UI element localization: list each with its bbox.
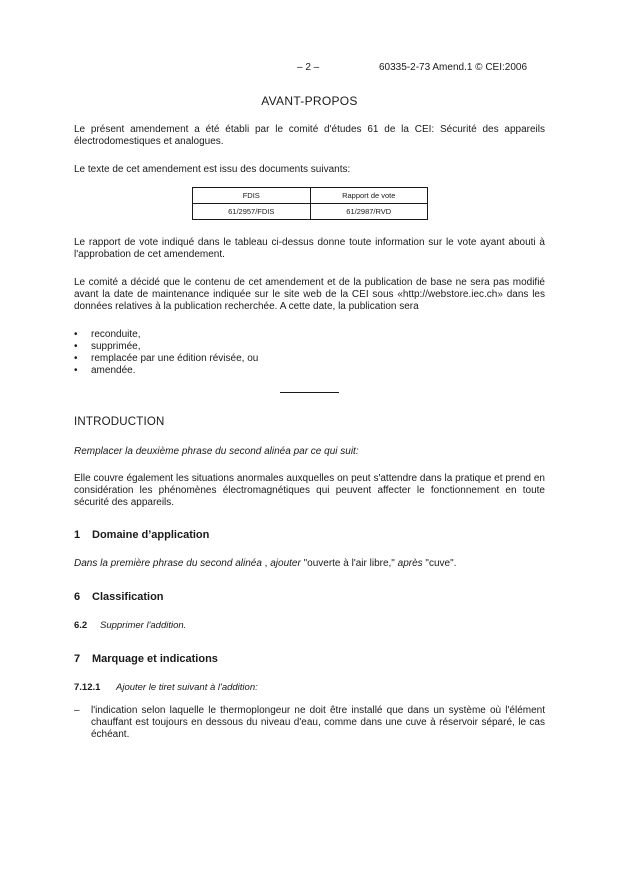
table-header-row [193, 188, 428, 204]
dash-item [74, 705, 545, 741]
instruction-part: Dans la première phrase du second alinéa [74, 558, 262, 569]
section-divider [280, 392, 339, 393]
avant-propos-paragraph-4: Le comité a décidé que le contenu de cet amendement et de la publication de base ne sera pas modifié avant la date de maintenance indiquée sur le site web de la CEI sous «http://webstore.iec.ch» dans les données relatives à la publication recherchée. A cette date, la publication sera [74, 277, 545, 312]
introduction-instruction: Remplacer la deuxième phrase du second alinéa par ce qui suit: [74, 446, 359, 457]
instruction-part: "ouverte à l'air libre," [300, 558, 398, 569]
table-cell-fdis: 61/2957/FDIS [193, 204, 311, 220]
avant-propos-paragraph-3: Le rapport de vote indiqué dans le tableau ci-dessus donne toute information sur le vote ayant abouti à l'approbation de cet amendement. [74, 237, 545, 260]
section-7-title: Marquage et indications [92, 653, 218, 665]
voting-documents-table [192, 187, 428, 220]
avant-propos-paragraph-2: Le texte de cet amendement est issu des documents suivants: [74, 164, 351, 175]
section-6-number: 6 [74, 591, 81, 603]
bullet-icon: • [74, 341, 78, 352]
instruction-part: "cuve". [422, 558, 457, 569]
list-item [74, 329, 258, 341]
section-1-instruction [74, 558, 545, 570]
list-item [74, 341, 258, 353]
subclause-6-2-number: 6.2 [74, 620, 88, 631]
table-cell-rvd: 61/2987/RVD [310, 204, 428, 220]
bullet-icon: • [74, 353, 78, 364]
instruction-part: ajouter [270, 558, 301, 569]
section-7-heading [74, 653, 218, 665]
subclause-7-12-1 [74, 682, 258, 693]
table-row [193, 204, 428, 220]
instruction-part: , [261, 558, 271, 569]
section-6-title: Classification [92, 591, 164, 603]
section-1-title: Domaine d’application [92, 529, 210, 541]
dash-marker: – [74, 705, 80, 716]
table-header-rapport-de-vote: Rapport de vote [310, 188, 428, 204]
list-item-text: reconduite, [91, 329, 141, 340]
section-1-heading [74, 529, 209, 541]
list-item-text: amendée. [91, 365, 136, 376]
dash-item-text: l'indication selon laquelle le thermoplongeur ne doit être installé que dans un système où l'élément chauffant est toujours en dessous du niveau d'eau, comme dans une cuve à réservoir séparé, le cas échéant. [91, 705, 545, 740]
page-number: – 2 – [297, 62, 320, 73]
section-7-number: 7 [74, 653, 81, 665]
list-item-text: supprimée, [91, 341, 141, 352]
list-item-text: remplacée par une édition révisée, ou [91, 353, 259, 364]
introduction-text: Elle couvre également les situations anormales auxquelles on peut s'attendre dans la pratique et prend en considération les phénomènes électromagnétiques qui peuvent affecter le fonctionnement en toute sécurité des appareils. [74, 473, 545, 508]
introduction-title: INTRODUCTION [74, 416, 165, 428]
avant-propos-paragraph-1: Le présent amendement a été établi par le comité d'études 61 de la CEI: Sécurité des appareils électrodomestiques et analogues. [74, 124, 545, 147]
instruction-part: après [397, 558, 423, 569]
section-6-heading [74, 591, 164, 603]
bullet-icon: • [74, 365, 78, 376]
publication-options-list [74, 329, 258, 377]
subclause-6-2-text: Supprimer l'addition. [100, 620, 187, 631]
subclause-7-12-1-number: 7.12.1 [74, 682, 101, 693]
bullet-icon: • [74, 329, 78, 340]
avant-propos-title: AVANT-PROPOS [261, 94, 358, 108]
list-item [74, 365, 258, 377]
document-id: 60335-2-73 Amend.1 © CEI:2006 [379, 62, 528, 73]
section-1-number: 1 [74, 529, 81, 541]
subclause-6-2 [74, 620, 186, 631]
subclause-7-12-1-text: Ajouter le tiret suivant à l'addition: [116, 682, 258, 693]
list-item [74, 353, 258, 365]
table-header-fdis: FDIS [193, 188, 311, 204]
